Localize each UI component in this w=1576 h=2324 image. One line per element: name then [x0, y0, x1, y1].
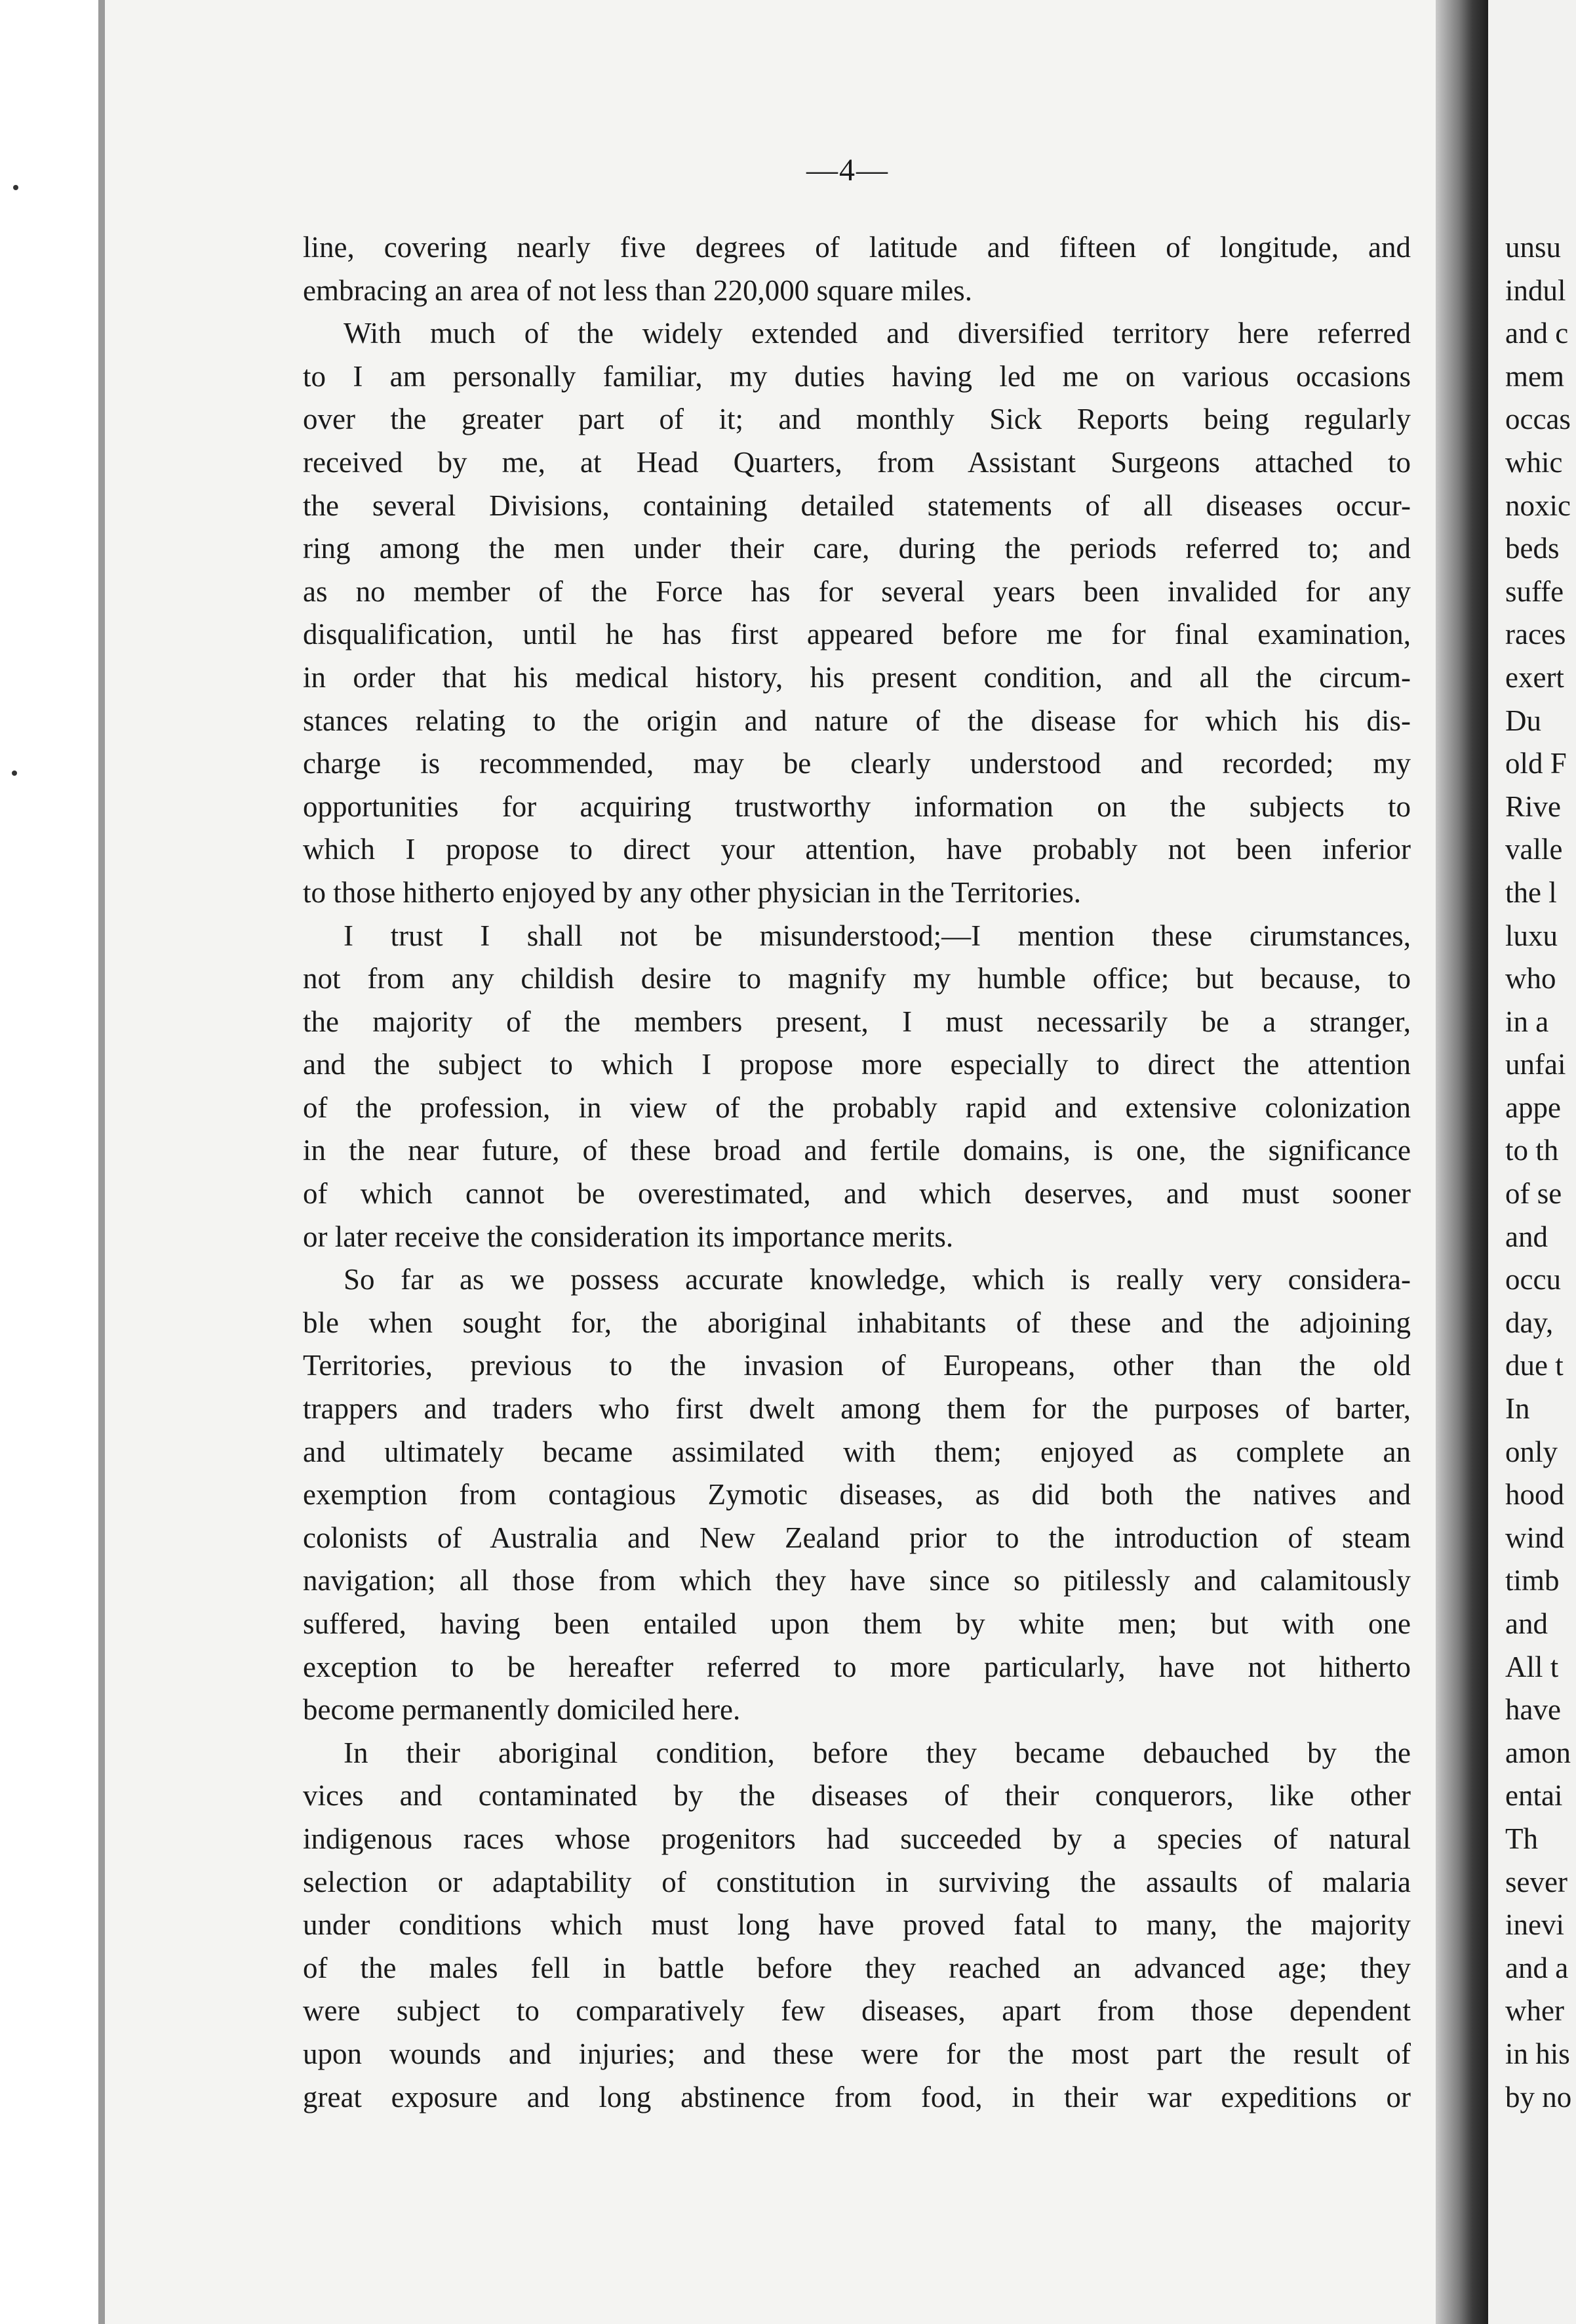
facing-page-line-fragment: In	[1505, 1392, 1530, 1426]
text-line: as no member of the Force has for several years been invalided for any	[303, 574, 1411, 608]
facing-page-line-fragment: and c	[1505, 317, 1569, 350]
facing-page-line-fragment: Du	[1505, 704, 1541, 737]
text-line: disqualification, until he has first appeared before me for final examination,	[303, 618, 1411, 651]
page-number: —4—	[806, 153, 889, 188]
text-line: line, covering nearly five degrees of latitude and fifteen of longitude, and	[303, 231, 1411, 264]
facing-page-line-fragment: indul	[1505, 273, 1566, 307]
facing-page-line-fragment: unfai	[1505, 1048, 1566, 1081]
facing-page-line-fragment: Rive	[1505, 790, 1561, 823]
text-line: were subject to comparatively few diseases, apart from those dependent	[303, 1994, 1411, 2028]
book-gutter-shadow	[1436, 0, 1488, 2324]
facing-page-line-fragment: to th	[1505, 1134, 1559, 1167]
text-line: the several Divisions, containing detailed statements of all diseases occur-	[303, 489, 1411, 522]
text-line: colonists of Australia and New Zealand prior to the introduction of steam	[303, 1521, 1411, 1554]
text-line: of which cannot be overestimated, and which deserves, and must sooner	[303, 1177, 1411, 1211]
facing-page-line-fragment: and	[1505, 1607, 1548, 1640]
text-line: exception to be hereafter referred to more particularly, have not hitherto	[303, 1650, 1411, 1683]
facing-page-line-fragment: hood	[1505, 1478, 1564, 1512]
text-line: in the near future, of these broad and fertile domains, is one, the significance	[303, 1134, 1411, 1167]
text-line: exemption from contagious Zymotic diseases, as did both the natives and	[303, 1478, 1411, 1512]
text-line: to those hitherto enjoyed by any other physician in the Territories.	[303, 875, 1081, 909]
facing-page-line-fragment: Th	[1505, 1822, 1538, 1855]
text-line: and ultimately became assimilated with them; enjoyed as complete an	[303, 1435, 1411, 1468]
text-line: ble when sought for, the aboriginal inhabitants of these and the adjoining	[303, 1306, 1411, 1339]
facing-page-line-fragment: suffe	[1505, 574, 1564, 608]
text-line: upon wounds and injuries; and these were for the most part the result of	[303, 2037, 1411, 2070]
facing-page-line-fragment: occu	[1505, 1263, 1561, 1296]
text-line: to I am personally familiar, my duties having led me on various occasions	[303, 359, 1411, 393]
facing-page-line-fragment: day,	[1505, 1306, 1554, 1339]
scan-speck	[12, 771, 17, 776]
facing-page-line-fragment: who	[1505, 962, 1556, 995]
text-line: over the greater part of it; and monthly Sick Reports being regularly	[303, 403, 1411, 436]
facing-page-line-fragment: due t	[1505, 1349, 1564, 1382]
text-line: in order that his medical history, his present condition, and all the circum-	[303, 660, 1411, 694]
facing-page-line-fragment: inevi	[1505, 1908, 1564, 1942]
text-line: I trust I shall not be misunderstood;—I mention these cirumstances,	[344, 919, 1411, 952]
text-line: not from any childish desire to magnify my humble office; but because, to	[303, 962, 1411, 995]
text-line: With much of the widely extended and diversified territory here referred	[344, 317, 1411, 350]
facing-page-line-fragment: valle	[1505, 833, 1563, 866]
text-line: or later receive the consideration its importance merits.	[303, 1220, 954, 1253]
text-line: charge is recommended, may be clearly understood and recorded; my	[303, 747, 1411, 780]
text-line: navigation; all those from which they have since so pitilessly and calamitously	[303, 1564, 1411, 1597]
facing-page-line-fragment: whic	[1505, 445, 1563, 479]
facing-page-line-fragment: only	[1505, 1435, 1558, 1468]
facing-page-line-fragment: exert	[1505, 660, 1564, 694]
scan-speck	[13, 185, 18, 190]
body-text	[303, 226, 1411, 2119]
facing-page-line-fragment: noxic	[1505, 489, 1571, 522]
facing-page-line-fragment: entai	[1505, 1779, 1563, 1813]
text-line: received by me, at Head Quarters, from Assistant Surgeons attached to	[303, 445, 1411, 479]
facing-page-line-fragment: and a	[1505, 1951, 1569, 1984]
text-line: opportunities for acquiring trustworthy information on the subjects to	[303, 790, 1411, 823]
text-line: So far as we possess accurate knowledge, which is really very considera-	[344, 1263, 1411, 1296]
facing-page-line-fragment: sever	[1505, 1865, 1567, 1898]
text-line: ring among the men under their care, during the periods referred to; and	[303, 532, 1411, 565]
text-line: under conditions which must long have proved fatal to many, the majority	[303, 1908, 1411, 1942]
facing-page-line-fragment: by no	[1505, 2080, 1572, 2114]
text-line: great exposure and long abstinence from food, in their war expeditions or	[303, 2080, 1411, 2114]
text-line: selection or adaptability of constitution in surviving the assaults of malaria	[303, 1865, 1411, 1898]
text-line: and the subject to which I propose more especially to direct the attention	[303, 1048, 1411, 1081]
facing-page-line-fragment: the l	[1505, 875, 1557, 909]
text-line: vices and contaminated by the diseases of their conquerors, like other	[303, 1779, 1411, 1813]
text-line: Territories, previous to the invasion of Europeans, other than the old	[303, 1349, 1411, 1382]
facing-page-line-fragment: in a	[1505, 1005, 1549, 1038]
text-line: suffered, having been entailed upon them by white men; but with one	[303, 1607, 1411, 1640]
facing-page-line-fragment: amon	[1505, 1736, 1571, 1769]
facing-page-line-fragment: and	[1505, 1220, 1548, 1253]
facing-page-line-fragment: races	[1505, 618, 1566, 651]
facing-page-line-fragment: of se	[1505, 1177, 1562, 1211]
text-line: stances relating to the origin and nature of the disease for which his dis-	[303, 704, 1411, 737]
facing-page-line-fragment: timb	[1505, 1564, 1560, 1597]
facing-page-line-fragment: beds	[1505, 532, 1560, 565]
facing-page-text-fragments	[1505, 226, 1576, 2119]
facing-page-line-fragment: unsu	[1505, 231, 1562, 264]
text-line: the majority of the members present, I must necessarily be a stranger,	[303, 1005, 1411, 1038]
facing-page-line-fragment: luxu	[1505, 919, 1558, 952]
text-line: of the males fell in battle before they reached an advanced age; they	[303, 1951, 1411, 1984]
facing-page-line-fragment: occas	[1505, 403, 1571, 436]
facing-page-line-fragment: wher	[1505, 1994, 1564, 2028]
text-line: of the profession, in view of the probably rapid and extensive colonization	[303, 1091, 1411, 1124]
text-line: trappers and traders who first dwelt among them for the purposes of barter,	[303, 1392, 1411, 1426]
text-line: become permanently domiciled here.	[303, 1693, 741, 1727]
text-line: which I propose to direct your attention, have probably not been inferior	[303, 833, 1411, 866]
facing-page-line-fragment: old F	[1505, 747, 1567, 780]
text-line: In their aboriginal condition, before they became debauched by the	[344, 1736, 1411, 1769]
facing-page-line-fragment: have	[1505, 1693, 1561, 1727]
facing-page-line-fragment: All t	[1505, 1650, 1559, 1683]
text-line: embracing an area of not less than 220,000 square miles.	[303, 273, 972, 307]
facing-page-line-fragment: appe	[1505, 1091, 1561, 1124]
facing-page-line-fragment: in his	[1505, 2037, 1570, 2070]
facing-page-line-fragment: mem	[1505, 359, 1564, 393]
text-line: indigenous races whose progenitors had succeeded by a species of natural	[303, 1822, 1411, 1855]
facing-page-line-fragment: wind	[1505, 1521, 1564, 1554]
left-margin-strip	[0, 0, 98, 2324]
